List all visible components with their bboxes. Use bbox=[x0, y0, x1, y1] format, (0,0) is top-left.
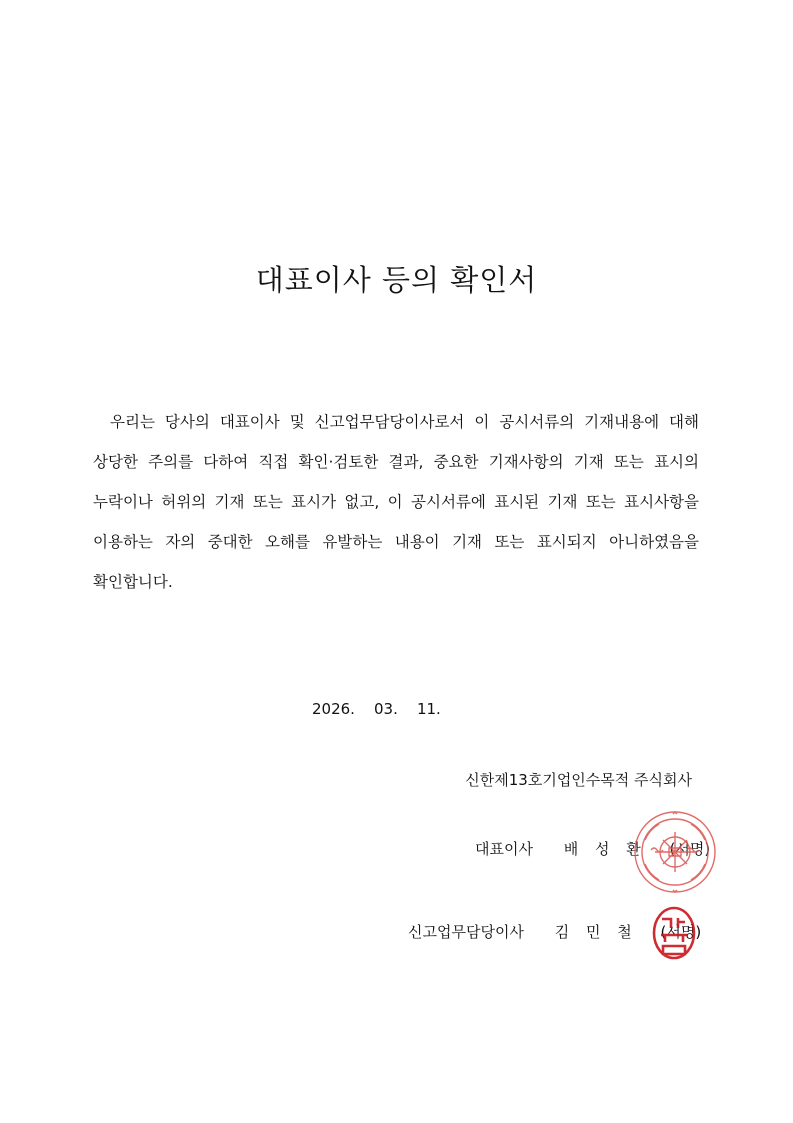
officer-signature-mark: (서명) bbox=[660, 923, 702, 941]
ceo-name: 배 성 환 bbox=[563, 840, 647, 858]
officer-seal-stamp-icon bbox=[651, 905, 697, 961]
document-title: 대표이사 등의 확인서 bbox=[255, 263, 538, 297]
ceo-signature-mark: (서명) bbox=[669, 840, 711, 858]
officer-role: 신고업무담당이사 bbox=[408, 923, 524, 941]
company-name: 신한제13호기업인수목적 주식회사 bbox=[465, 771, 692, 789]
officer-name: 김 민 철 bbox=[554, 923, 638, 941]
ceo-role: 대표이사 bbox=[475, 840, 533, 858]
document-date: 2026. 03. 11. bbox=[312, 700, 441, 718]
ceo-seal-stamp-icon bbox=[633, 810, 717, 894]
confirmation-statement: 우리는 당사의 대표이사 및 신고업무담당이사로서 이 공시서류의 기재내용에 대해 상당한 주의를 다하여 직접 확인·검토한 결과, 중요한 기재사항의 기재 또는 표시의 누락이나 허위의 기재 또는 표시가 없고, 이 공시서류에 표시된 기재 또는 표시사항을 이용하는 자의 중대한 오해를 유발하는 내용이 기재 또는 표시되지 아니하였음을 확인합니다. bbox=[93, 413, 699, 591]
